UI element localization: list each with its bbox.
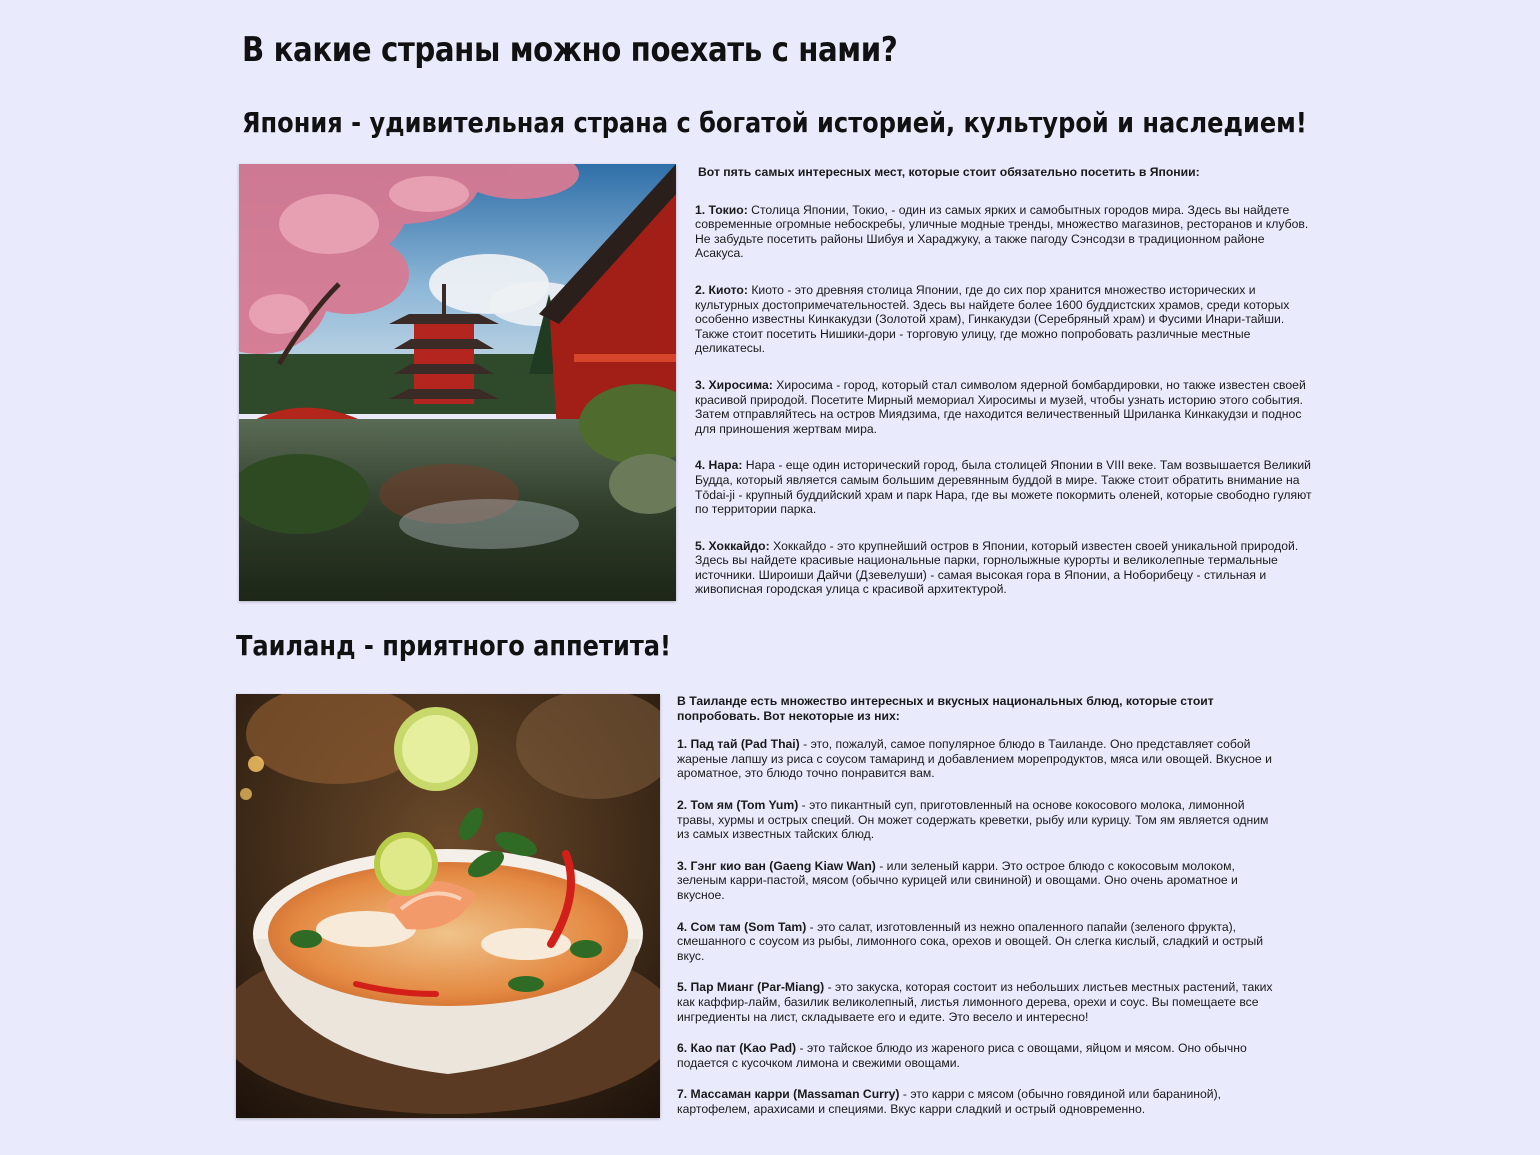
thai-dish-label: 3. Гэнг кио ван (Gaeng Kiaw Wan) <box>677 858 876 873</box>
japan-intro: Вот пять самых интересных мест, которые стоит обязательно посетить в Японии: <box>698 165 1200 179</box>
thai-dish-item <box>677 980 1277 1024</box>
japan-place-item <box>695 203 1315 261</box>
thai-dish-label: 4. Сом там (Som Tam) <box>677 919 807 934</box>
thai-dish-text: - это закуска, которая состоит из небольших листьев местных растений, таких как каффир-лайм, базилик великолепный, листья лимонного дерева, орехи и соус. Вы помещаете все ингредиенты на лист, складываете его и едите. Это весело и интересно! <box>677 980 1273 1024</box>
thai-dish-item <box>677 1087 1277 1116</box>
thai-dish-text: - это карри с мясом (обычно говядиной или бараниной), картофелем, арахисами и специями. Вкус карри сладкий и острый одновременно. <box>677 1087 1222 1116</box>
japan-place-label: 1. Токио: <box>695 202 748 217</box>
thai-dish-item <box>677 859 1277 903</box>
japan-place-label: 3. Хиросима: <box>695 377 773 392</box>
thailand-photo <box>236 694 660 1118</box>
japan-place-item <box>695 378 1315 436</box>
japan-place-text: Нара - еще один исторический город, была столицей Японии в VIII веке. Там возвышается Великий Будда, который является самым большим деревянным буддой в мире. Также стоит обратить внимание на Tōdai-ji - крупный буддийский храм и парк Нара, где вы можете покормить оленей, которые свободно гуляют по территории парка. <box>695 458 1312 517</box>
thai-dish-text: - это тайское блюдо из жареного риса с овощами, яйцом и мясом. Оно обычно подается с кусочком лимона и свежими овощами. <box>677 1041 1247 1070</box>
page-title: В какие страны можно поехать с нами? <box>242 30 898 70</box>
thai-dish-item <box>677 737 1277 781</box>
thailand-section-title: Таиланд - приятного аппетита! <box>236 629 672 662</box>
thai-dish-label: 5. Пар Мианг (Par-Miang) <box>677 980 825 995</box>
japan-place-item <box>695 283 1315 356</box>
japan-text <box>695 165 1315 619</box>
thailand-intro: В Таиланде есть множество интересных и вкусных национальных блюд, которые стоит попробовать. Вот некоторые из них: <box>677 694 1214 723</box>
thai-dish-text: - это салат, изготовленный из нежно опаленного папайи (зеленого фрукта), смешанного с соусом из рыбы, лимонного сока, орехов и овощей. Он слегка кислый, сладкий и острый вкус. <box>677 919 1264 963</box>
thai-dish-text: - это, пожалуй, самое популярное блюдо в Таиланде. Оно представляет собой жареные лапшу из риса с соусом тамаринд и добавлением морепродуктов, мяса или овощей. Вкусное и ароматное, это блюдо точно понравится вам. <box>677 737 1272 781</box>
japan-place-item <box>695 458 1315 516</box>
japan-photo <box>239 164 676 601</box>
japan-place-text: Хоккайдо - это крупнейший остров в Японии, который известен своей уникальной природой. Здесь вы найдете красивые национальные парки, горнолыжные курорты и великолепные термальные источники. Широиши Дайчи (Дзевелуши) - самая высокая гора в Японии, а Ноборибецу - стильная и живописная городская улица с красивой архитектурой. <box>695 538 1299 597</box>
thai-dish-label: 1. Пад тай (Pad Thai) <box>677 737 800 752</box>
thai-dish-item <box>677 798 1277 842</box>
japan-place-text: Столица Японии, Токио, - один из самых ярких и самобытных городов мира. Здесь вы найдете современные огромные небоскребы, уличные модные тренды, множество магазинов, ресторанов и клубов. Не забудьте посетить районы Шибуя и Хараджуку, а также пагоду Сэнсодзи в традиционном районе Асакуса. <box>695 202 1309 261</box>
thai-dish-item <box>677 1041 1277 1070</box>
thai-dish-item <box>677 920 1277 964</box>
japan-place-label: 2. Киото: <box>695 282 748 297</box>
japan-section-title: Япония - удивительная страна с богатой историей, культурой и наследием! <box>242 106 1307 139</box>
thai-dish-label: 7. Массаман карри (Massaman Curry) <box>677 1087 900 1102</box>
thailand-text <box>677 694 1277 1133</box>
japan-place-label: 4. Нара: <box>695 458 743 473</box>
thai-dish-text: - или зеленый карри. Это острое блюдо с кокосовым молоком, зеленым карри-пастой, мясом (обычно курицей или свининой) и овощами. Оно очень ароматное и вкусное. <box>677 858 1238 902</box>
thai-dish-label: 2. Том ям (Tom Yum) <box>677 797 799 812</box>
thai-dish-text: - это пикантный суп, приготовленный на основе кокосового молока, лимонной травы, хурмы и острых специй. Он может содержать креветки, рыбу или курицу. Том ям является одним из самых известных тайских блюд. <box>677 797 1269 842</box>
thai-dish-label: 6. Као пат (Kao Pad) <box>677 1041 797 1056</box>
japan-place-item <box>695 539 1315 597</box>
japan-place-text: Хиросима - город, который стал символом ядерной бомбардировки, но также известен своей красивой природой. Посетите Мирный мемориал Хиросимы и музей, чтобы узнать историю этого события. Затем отправляйтесь на остров Миядзима, где находится величественный Шриланка Кинкакудзи и поднос для приношения жертвам мира. <box>695 377 1306 436</box>
japan-place-label: 5. Хоккайдо: <box>695 538 770 553</box>
japan-place-text: Киото - это древняя столица Японии, где до сих пор хранится множество исторических и культурных достопримечательностей. Здесь вы найдете более 1600 буддистских храмов, среди которых особенно известны Кинкакудзи (Золотой храм), Гинкакудзи (Серебряный храм) и Фусими Инари-тайши. Также стоит посетить Нишики-дори - торговую улицу, где можно попробовать различные местные деликатесы. <box>695 282 1290 356</box>
